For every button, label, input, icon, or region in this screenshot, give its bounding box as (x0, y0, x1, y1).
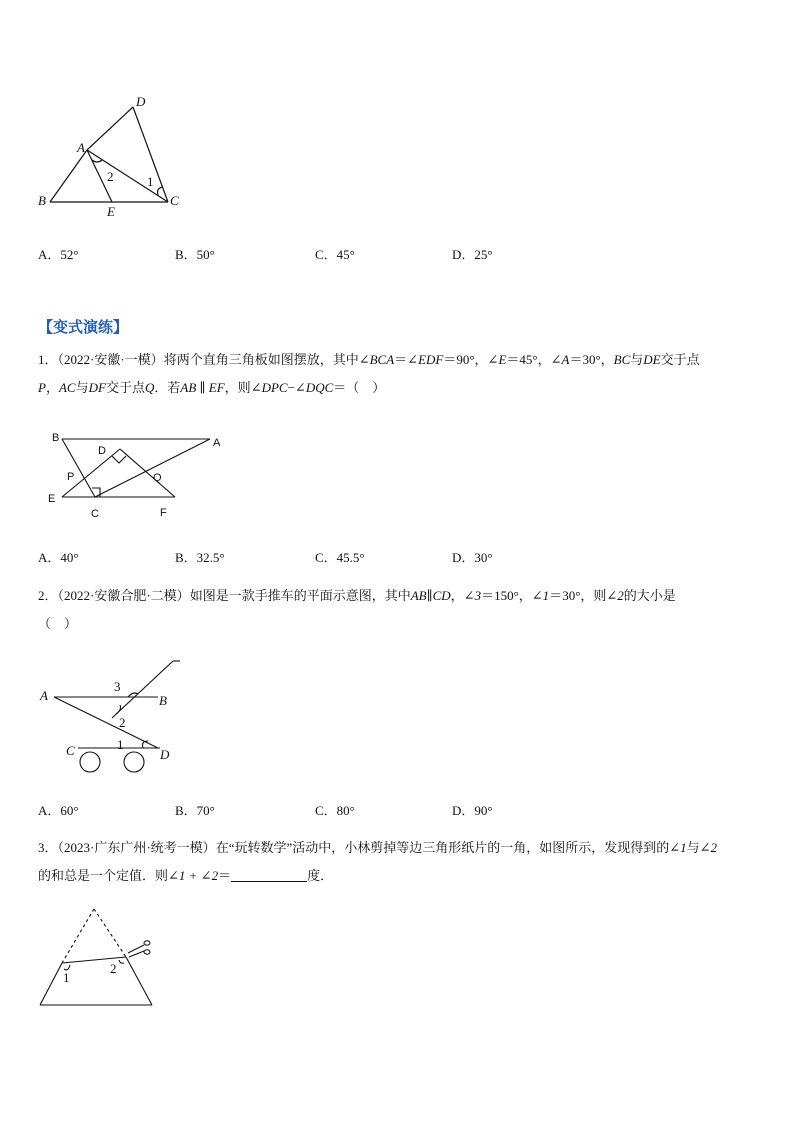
q3-m2: ∠2 (699, 840, 718, 855)
q1-m7: P (38, 380, 46, 395)
q3-t2: 与 (686, 840, 700, 855)
label-B: B (38, 193, 46, 208)
q0-option-b[interactable]: B．50° (175, 247, 215, 262)
q1-m1: ∠BCA (358, 352, 395, 367)
q1-t3: 交于点 (660, 352, 700, 367)
q3-number: 3． (38, 840, 58, 855)
q3-m1: ∠1 (669, 840, 687, 855)
angle-label-2: 2 (107, 169, 114, 184)
q1-number: 1． (38, 352, 58, 367)
q1-m4: ∠A (550, 352, 570, 367)
q1-t8: ，则 (224, 380, 251, 395)
q1-t9: ＝（ ） (333, 380, 386, 395)
q1-m10: Q (144, 380, 155, 395)
label-A: A (77, 140, 85, 155)
q1-v2: ＝45°， (506, 352, 551, 367)
label-P: P (67, 471, 75, 483)
q1-m9: DF (88, 380, 106, 395)
q3-t4: 度． (307, 868, 334, 883)
angle-label-1: 1 (147, 174, 154, 189)
q0-option-d[interactable]: D．25° (452, 247, 493, 262)
q2-option-c[interactable]: C．80° (315, 803, 355, 818)
q2-text (38, 582, 763, 638)
angle-label-1: 1 (117, 737, 124, 752)
q1-option-a[interactable]: A．40° (38, 550, 79, 565)
q2-option-a[interactable]: A．60° (38, 803, 79, 818)
q1-v1: ＝90°， (443, 352, 488, 367)
q1-m11: AB ∥ EF (180, 380, 225, 395)
q1-minus: − (287, 380, 295, 395)
q0-option-c[interactable]: C．45° (315, 247, 355, 262)
label-C: C (170, 193, 179, 208)
q1-options (38, 547, 638, 565)
figure-set-squares (40, 425, 240, 525)
q3-t3: 的和总是一个定值．则 (38, 868, 169, 883)
q2-source: （2022·安徽合肥·二模） (57, 588, 190, 603)
q2-m2: ∠3 (463, 588, 482, 603)
section-title: 【变式演练】 (38, 318, 129, 336)
q2-number: 2． (38, 588, 58, 603)
q1-m13: ∠DQC (294, 380, 334, 395)
q1-m12: ∠DPC (250, 380, 288, 395)
label-D: D (160, 747, 170, 762)
q1-eq: ＝ (394, 352, 408, 367)
q1-t6: 交于点 (105, 380, 145, 395)
q2-t1: 如图是一款手推车的平面示意图，其中 (189, 588, 411, 603)
label-E: E (107, 204, 115, 219)
q1-source: （2022·安徽·一模） (57, 352, 164, 367)
q2-v1: ＝150°， (481, 588, 532, 603)
q2-options (38, 800, 638, 818)
q2-v2: ＝30°，则 (549, 588, 607, 603)
q1-m3: ∠E (487, 352, 507, 367)
q2-m3: ∠1 (531, 588, 550, 603)
q1-option-c[interactable]: C．45.5° (315, 550, 365, 565)
label-E: E (48, 493, 56, 505)
q2-t3: 的大小是 (623, 588, 676, 603)
label-B: B (159, 693, 167, 708)
q0-option-a[interactable]: A．52° (38, 247, 79, 262)
q1-m8: AC (58, 380, 76, 395)
label-F: F (160, 507, 167, 519)
q1-t1: 将两个直角三角板如图摆放，其中 (163, 352, 359, 367)
label-D: D (98, 445, 106, 457)
label-C: C (91, 508, 99, 520)
q1-option-b[interactable]: B．32.5° (175, 550, 225, 565)
q3-source: （2023·广东广州·统考一模） (57, 840, 216, 855)
q1-t2: 与 (630, 352, 644, 367)
q1-m6: DE (643, 352, 661, 367)
label-B: B (52, 432, 60, 444)
q2-t2: ， (450, 588, 464, 603)
q2-line2: （ ） (38, 616, 78, 631)
scissors-icon (128, 941, 150, 957)
q2-m4: ∠2 (606, 588, 624, 603)
label-A: A (213, 437, 221, 449)
label-C: C (66, 743, 75, 758)
angle-label-1: 1 (63, 970, 70, 985)
q3-eq: ＝ (218, 868, 232, 883)
q1-t4: ， (45, 380, 59, 395)
q2-option-b[interactable]: B．70° (175, 803, 215, 818)
answer-blank[interactable] (231, 868, 307, 882)
q0-options (38, 244, 638, 262)
q3-t1: 在“玩转数学”活动中，小林剪掉等边三角形纸片的一角，如图所示，发现得到的 (215, 840, 670, 855)
q1-t7: ．若 (154, 380, 181, 395)
label-Q: Q (153, 472, 162, 484)
label-A: A (40, 688, 48, 703)
q1-m2: ∠EDF (407, 352, 444, 367)
q2-option-d[interactable]: D．90° (452, 803, 493, 818)
label-D: D (136, 94, 146, 109)
angle-label-2: 2 (119, 715, 126, 730)
angle-label-2: 2 (110, 961, 117, 976)
figure-cut-triangle (36, 905, 166, 1015)
q1-option-d[interactable]: D．30° (452, 550, 493, 565)
q1-text (38, 346, 763, 402)
figure-triangle-abcde (30, 92, 190, 222)
q3-text (38, 834, 763, 890)
q1-t5: 与 (75, 380, 89, 395)
angle-label-3: 3 (114, 679, 121, 694)
q1-v3: ＝30°， (569, 352, 614, 367)
q3-m3: ∠1 + ∠2 (168, 868, 219, 883)
q1-m5: BC (613, 352, 631, 367)
figure-cart (38, 658, 198, 778)
q2-m1: AB∥CD (410, 588, 451, 603)
